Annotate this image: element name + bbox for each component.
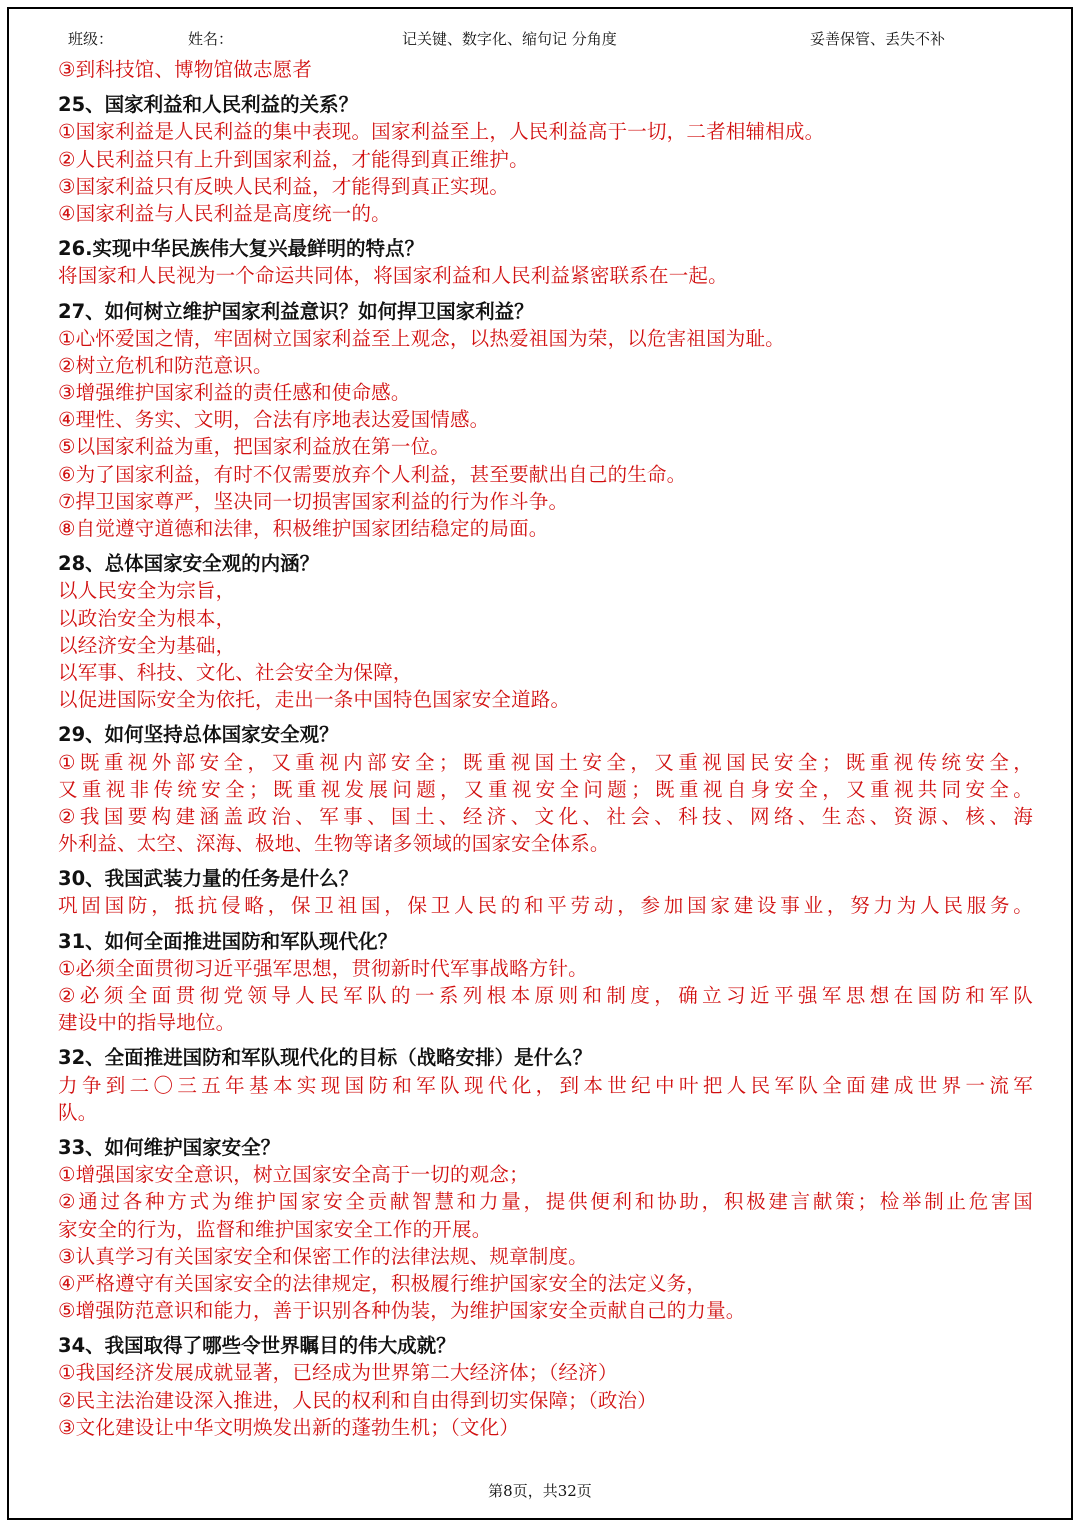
page-number: 第8页，共32页 xyxy=(488,1482,592,1500)
answer-line: ③文化建设让中华文明焕发出新的蓬勃生机；（文化） xyxy=(58,1415,520,1439)
question-heading: 29、如何坚持总体国家安全观？ xyxy=(58,723,339,747)
answer-line: 以促进国际安全为依托，走出一条中国特色国家安全道路。 xyxy=(58,688,571,712)
answer-line: ③增强维护国家利益的责任感和使命感。 xyxy=(58,381,411,405)
answer-line: ⑦捍卫国家尊严，坚决同一切损害国家利益的行为作斗争。 xyxy=(58,489,569,513)
question-heading: 28、总体国家安全观的内涵？ xyxy=(58,552,320,576)
answer-line: ②民主法治建设深入推进，人民的权利和自由得到切实保障；（政治） xyxy=(58,1388,657,1412)
question-heading: 33、如何维护国家安全？ xyxy=(58,1135,281,1159)
answer-line: 以人民安全为宗旨， xyxy=(58,579,236,603)
class-label: 班级： xyxy=(68,30,114,48)
answer-line: ②必须全面贯彻党领导人民军队的一系列根本原则和制度，确立习近平强军思想在国防和军队 xyxy=(58,984,1033,1007)
answer-line: ①我国经济发展成就显著，已经成为世界第二大经济体；（经济） xyxy=(58,1361,618,1385)
answer-line: ①心怀爱国之情，牢固树立国家利益至上观念，以热爱祖国为荣，以危害祖国为耻。 xyxy=(58,326,785,350)
question-heading: 25、国家利益和人民利益的关系？ xyxy=(58,93,359,117)
answer-line: 力争到二〇三五年基本实现国防和军队现代化，到本世纪中叶把人民军队全面建成世界一流军 xyxy=(58,1073,1033,1097)
answer-line: ③国家利益只有反映人民利益，才能得到真正实现。 xyxy=(58,174,510,198)
answer-line: ①国家利益是人民利益的集中表现。国家利益至上，人民利益高于一切，二者相辅相成。 xyxy=(58,120,825,144)
question-heading: 31、如何全面推进国防和军队现代化？ xyxy=(58,929,398,953)
answer-line: ③认真学习有关国家安全和保密工作的法律法规、规章制度。 xyxy=(58,1244,588,1268)
storage-notice: 妥善保管、丢失不补 xyxy=(810,30,946,48)
answer-line: ①既重视外部安全，又重视内部安全；既重视国土安全，又重视国民安全；既重视传统安全， xyxy=(58,750,1033,774)
answer-line: ①增强国家安全意识，树立国家安全高于一切的观念； xyxy=(58,1163,529,1187)
question-heading: 27、如何树立维护国家利益意识？如何捍卫国家利益？ xyxy=(58,299,534,323)
answer-line: 队。 xyxy=(58,1100,98,1124)
answer-line: ④国家利益与人民利益是高度统一的。 xyxy=(58,201,391,225)
page-header xyxy=(0,28,1080,50)
answer-line: ⑤以国家利益为重，把国家利益放在第一位。 xyxy=(58,435,450,459)
answer-line: ①必须全面贯彻习近平强军思想，贯彻新时代军事战略方针。 xyxy=(58,956,588,980)
answer-line: ⑥为了国家利益，有时不仅需要放弃个人利益，甚至要献出自己的生命。 xyxy=(58,462,687,486)
answer-line: 又重视非传统安全；既重视发展问题，又重视安全问题；既重视自身安全，又重视共同安全。 xyxy=(58,777,1033,801)
answer-line: 以军事、科技、文化、社会安全为保障， xyxy=(58,660,413,684)
answer-line: 外利益、太空、深海、极地、生物等诸多领域的国家安全体系。 xyxy=(58,832,610,856)
answer-line: 以经济安全为基础， xyxy=(58,633,236,657)
answer-line: ②人民利益只有上升到国家利益，才能得到真正维护。 xyxy=(58,147,529,171)
answer-line: ④理性、务实、文明，合法有序地表达爱国情感。 xyxy=(58,408,490,432)
answer-line: ②我国要构建涵盖政治、军事、国土、经济、文化、社会、科技、网络、生态、资源、核、海 xyxy=(58,804,1033,828)
answer-line: ②通过各种方式为维护国家安全贡献智慧和力量，提供便利和协助，积极建言献策；检举制止危害国 xyxy=(58,1190,1033,1214)
question-heading: 26.实现中华民族伟大复兴最鲜明的特点？ xyxy=(58,237,425,261)
answer-line: 家安全的行为，监督和维护国家安全工作的开展。 xyxy=(58,1217,492,1241)
study-tip: 记关键、数字化、缩句记 分角度 xyxy=(402,30,617,48)
answer-line: 以政治安全为根本， xyxy=(58,606,236,630)
answer-line: 建设中的指导地位。 xyxy=(58,1011,236,1035)
answer-line: ⑤增强防范意识和能力，善于识别各种伪装，为维护国家安全贡献自己的力量。 xyxy=(58,1299,746,1323)
answer-line: 将国家和人民视为一个命运共同体，将国家利益和人民利益紧密联系在一起。 xyxy=(58,264,728,288)
question-heading: 30、我国武装力量的任务是什么？ xyxy=(58,867,359,891)
answer-line: 巩固国防，抵抗侵略，保卫祖国，保卫人民的和平劳动，参加国家建设事业，努力为人民服务。 xyxy=(58,894,1033,918)
answer-line: ②树立危机和防范意识。 xyxy=(58,353,273,377)
answer-line: ④严格遵守有关国家安全的法律规定，积极履行维护国家安全的法定义务， xyxy=(58,1271,707,1295)
question-heading: 34、我国取得了哪些令世界瞩目的伟大成就？ xyxy=(58,1334,456,1358)
question-heading: 32、全面推进国防和军队现代化的目标（战略安排）是什么？ xyxy=(58,1046,593,1070)
name-label: 姓名： xyxy=(188,30,234,48)
answer-line: ③到科技馆、博物馆做志愿者 xyxy=(58,58,313,81)
answer-line: ⑧自觉遵守道德和法律，积极维护国家团结稳定的局面。 xyxy=(58,517,549,540)
document-body xyxy=(58,56,1033,1441)
